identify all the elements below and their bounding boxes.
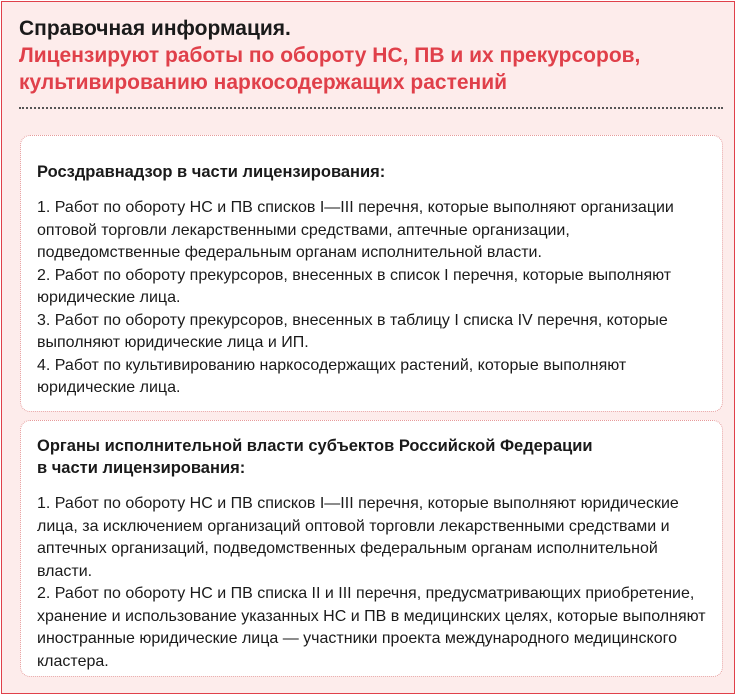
section-items [37, 493, 706, 673]
section-heading-line-2: в части лицензирования: [37, 459, 246, 477]
section-card-regional-authorities [20, 420, 723, 677]
list-item: 2. Работ по обороту прекурсоров, внесенных в список I перечня, которые выполняют юридические лица. [37, 266, 672, 306]
section-heading: Росздравнадзор в части лицензирования: [37, 163, 386, 181]
header-title-line-2: культивированию наркосодержащих растений [19, 71, 508, 94]
dotted-divider [19, 107, 723, 109]
list-item: 3. Работ по обороту прекурсоров, внесенных в таблицу I списка IV перечня, которые выполняют юридические лица и ИП. [37, 311, 668, 351]
section-heading-line-1: Органы исполнительной власти субъектов Российской Федерации [37, 437, 593, 455]
section-card-roszdravnadzor [20, 135, 723, 412]
list-item: 2. Работ по обороту НС и ПВ списка II и III перечня, предусматривающих приобретение, хранение и использование указанных НС и ПВ в медицинских целях, которые выполняют иностранные юридические лица — участники проекта международного медицинского кластера. [37, 585, 706, 670]
header-kicker: Справочная информация. [19, 17, 291, 40]
list-item: 1. Работ по обороту НС и ПВ списков I—III перечня, которые выполняют юридические лица, за исключением организаций оптовой торговли лекарственными средствами и аптечных организаций, подведомственных федеральным органам исполнительной власти. [37, 495, 679, 580]
info-header [19, 15, 723, 96]
list-item: 4. Работ по культивированию наркосодержащих растений, которые выполняют юридические лица. [37, 356, 627, 396]
list-item: 1. Работ по обороту НС и ПВ списков I—III перечня, которые выполняют организации оптовой торговли лекарственными средствами, аптечные организации, подведомственные федеральным органам исполнительной власти. [37, 199, 674, 261]
header-title-line-1: Лицензируют работы по обороту НС, ПВ и их прекурсоров, [19, 44, 641, 67]
info-box [1, 1, 735, 694]
section-items [37, 197, 706, 400]
